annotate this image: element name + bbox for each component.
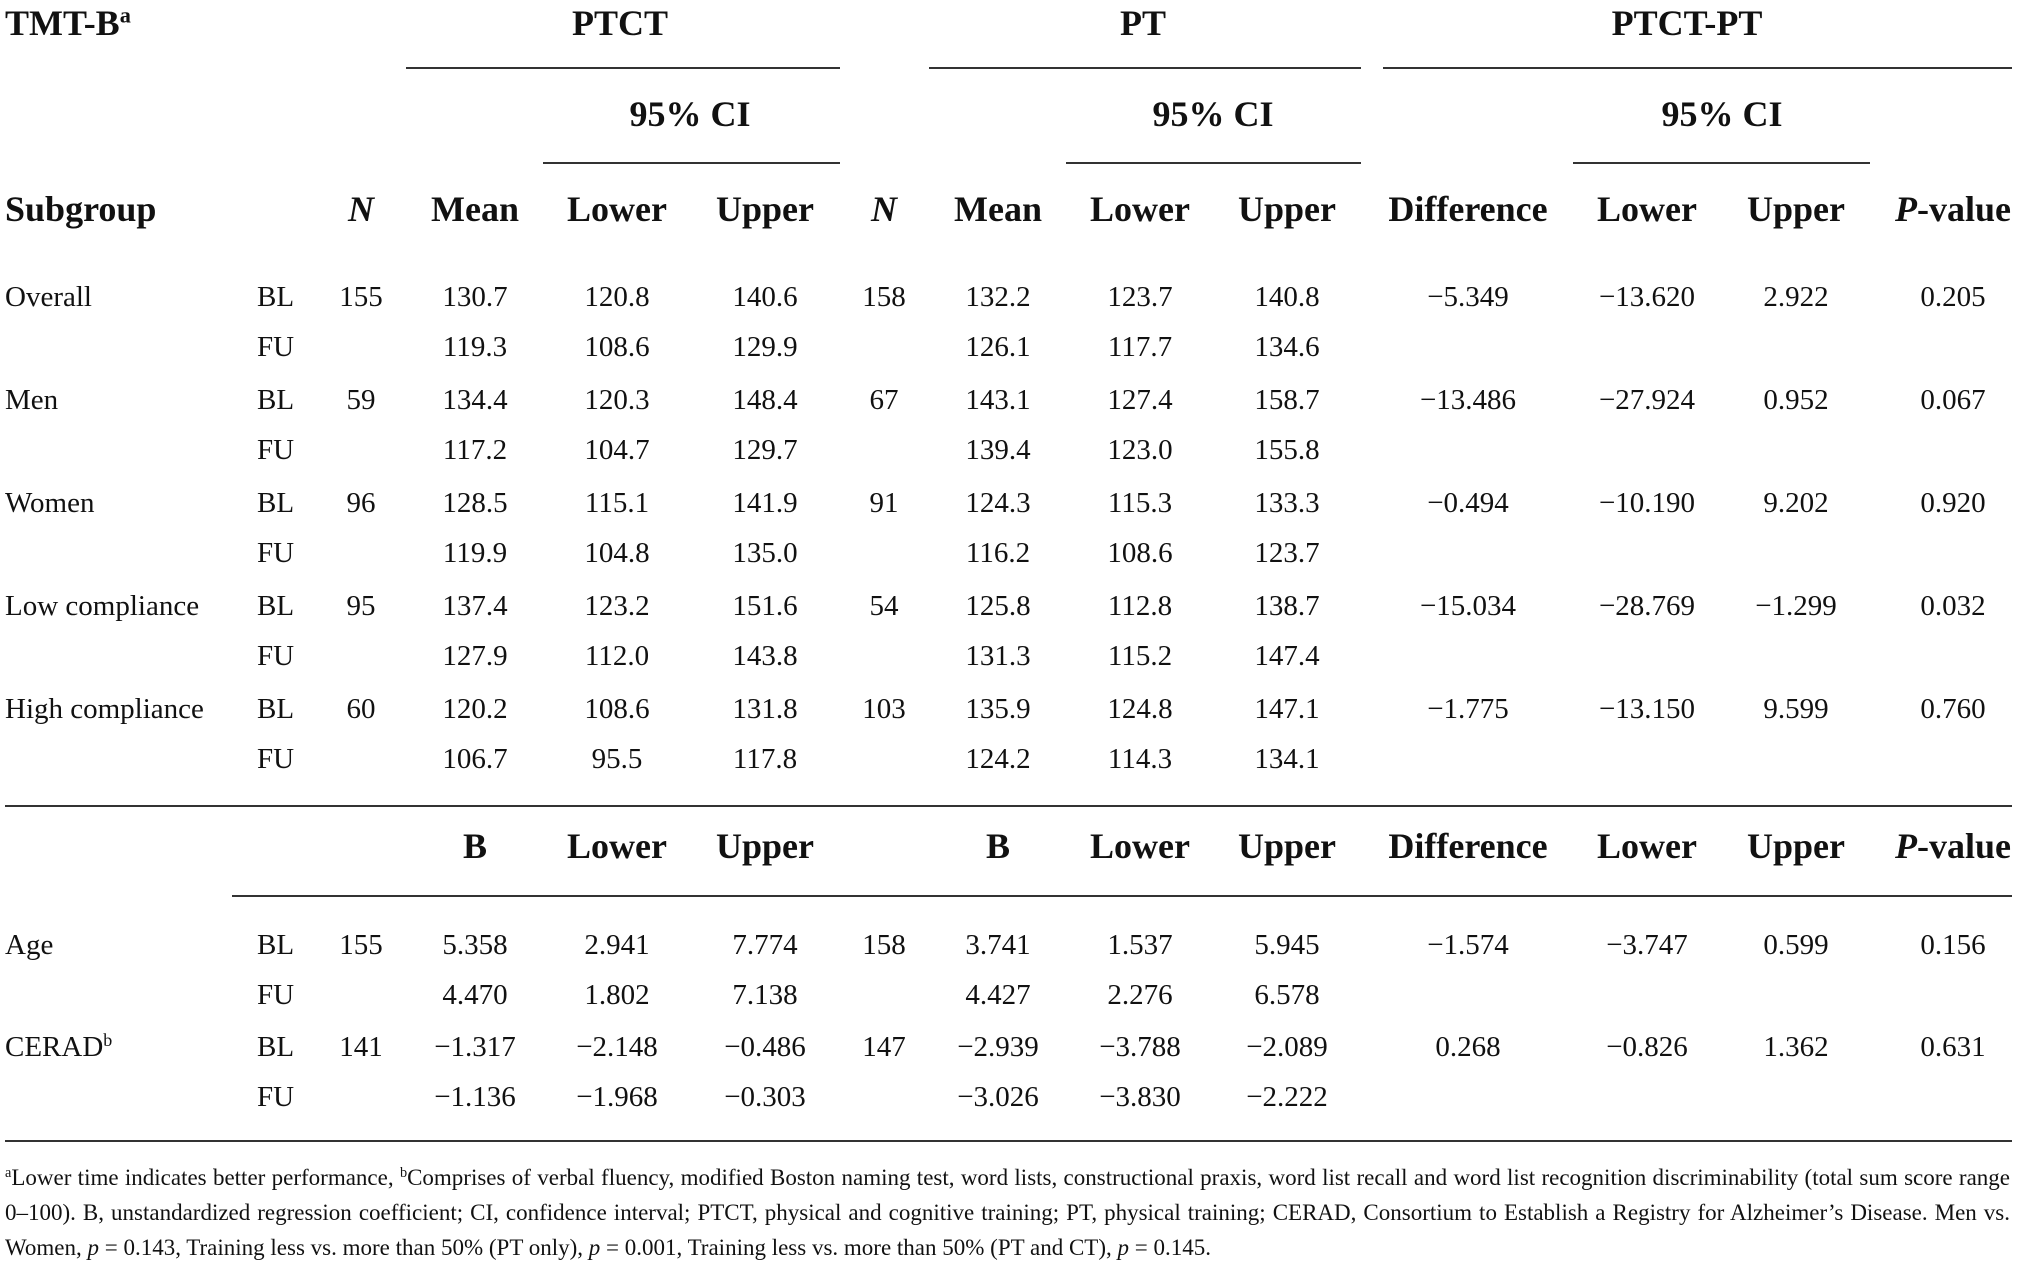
row-timepoint: FU	[257, 640, 295, 672]
cell-mean1: 117.2	[442, 434, 508, 466]
cell-up2: 6.578	[1254, 979, 1320, 1011]
header-mean-pt: Mean	[954, 189, 1042, 229]
cell-up1: 7.774	[732, 929, 798, 961]
header-subgroup: Subgroup	[5, 189, 157, 229]
cell-up1: 143.8	[732, 640, 798, 672]
cell-dup: 0.599	[1763, 929, 1829, 961]
cell-p: 0.920	[1920, 487, 1986, 519]
cell-dlow: −10.190	[1598, 487, 1696, 519]
rule-ci-pt	[1066, 162, 1361, 164]
cell-p: 0.032	[1920, 590, 1986, 622]
cell-p: 0.631	[1920, 1031, 1986, 1063]
cell-low1: −2.148	[576, 1031, 658, 1063]
header-lower-diff: Lower	[1597, 189, 1697, 229]
cell-mean2: −2.939	[957, 1031, 1039, 1063]
cell-mean1: 119.9	[442, 537, 508, 569]
cell-diff: −5.349	[1427, 281, 1509, 313]
cell-up2: 134.6	[1254, 331, 1320, 363]
cell-n2: 67	[869, 384, 899, 416]
cell-low1: 123.2	[584, 590, 650, 622]
cell-p: 0.205	[1920, 281, 1986, 313]
header-n-ptct: N	[348, 189, 374, 229]
cell-mean2: 135.9	[965, 693, 1031, 725]
row-timepoint: BL	[257, 590, 295, 622]
rule-regression-header	[232, 895, 2012, 897]
group-header-ptct: PTCT	[571, 3, 669, 43]
header2-lower-diff: Lower	[1597, 826, 1697, 866]
cell-diff: −1.574	[1427, 929, 1509, 961]
cell-up2: 133.3	[1254, 487, 1320, 519]
cell-mean2: 124.3	[965, 487, 1031, 519]
cell-n2: 91	[869, 487, 899, 519]
row-label: High compliance	[5, 693, 204, 725]
cell-dlow: −13.620	[1598, 281, 1696, 313]
cell-mean2: 124.2	[965, 743, 1031, 775]
cell-n1: 141	[339, 1031, 383, 1063]
group-header-pt: PT	[1119, 3, 1167, 43]
cell-diff: 0.268	[1435, 1031, 1501, 1063]
rule-ptct-pt	[1383, 67, 2012, 69]
cell-low1: 108.6	[584, 331, 650, 363]
cell-dup: −1.299	[1755, 590, 1837, 622]
cell-low2: 112.8	[1107, 590, 1173, 622]
cell-mean1: 130.7	[442, 281, 508, 313]
row-timepoint: BL	[257, 384, 295, 416]
ci-header-diff: 95% CI	[1661, 94, 1783, 134]
cell-low1: 108.6	[584, 693, 650, 725]
cell-mean1: 5.358	[442, 929, 508, 961]
header-b-ptct: B	[462, 826, 488, 866]
row-timepoint: BL	[257, 929, 295, 961]
cell-low1: 115.1	[584, 487, 650, 519]
cell-mean2: 126.1	[965, 331, 1031, 363]
cell-up1: 148.4	[732, 384, 798, 416]
cell-mean2: 139.4	[965, 434, 1031, 466]
cell-up2: 138.7	[1254, 590, 1320, 622]
cell-low2: 123.0	[1107, 434, 1173, 466]
cell-up2: 155.8	[1254, 434, 1320, 466]
cell-up2: 5.945	[1254, 929, 1320, 961]
cell-low1: 120.3	[584, 384, 650, 416]
section-divider	[5, 805, 2012, 807]
rule-ci-diff	[1573, 162, 1870, 164]
cell-p: 0.067	[1920, 384, 1986, 416]
cell-n2: 147	[862, 1031, 906, 1063]
cell-mean2: 125.8	[965, 590, 1031, 622]
ci-header-pt: 95% CI	[1152, 94, 1274, 134]
header2-upper-diff: Upper	[1747, 826, 1845, 866]
row-label: Overall	[5, 281, 92, 313]
row-timepoint: BL	[257, 1031, 295, 1063]
cell-up2: −2.089	[1246, 1031, 1328, 1063]
cell-n1: 59	[346, 384, 376, 416]
row-label: Age	[5, 929, 54, 961]
table-footnote: $^a$Lower time indicates better performance, $^b$Comprises of verbal fluency, modified Boston naming test, word lists, constructional praxis, word list recall and word list recognition discriminability (total sum score range 0–100). B, unstandardized regression coefficient; CI, confidence interval; PTCT, physical and cognitive training; PT, physical training; CERAD, Consortium to Establish a Registry for Alzheimer’s Disease. Men vs. Women, p = 0.143, Training less vs. more than 50% (PT only), p = 0.001, Training less vs. more than 50% (PT and CT), p = 0.145.	[5, 1165, 2010, 1260]
cell-mean1: 127.9	[442, 640, 508, 672]
cell-up1: 141.9	[732, 487, 798, 519]
cell-n2: 54	[869, 590, 899, 622]
cell-low2: 115.3	[1107, 487, 1173, 519]
cell-diff: −0.494	[1427, 487, 1509, 519]
cell-mean2: 116.2	[965, 537, 1031, 569]
cell-up2: 147.1	[1254, 693, 1320, 725]
cell-mean2: 132.2	[965, 281, 1031, 313]
cell-n2: 158	[862, 281, 906, 313]
cell-low1: 112.0	[584, 640, 650, 672]
row-timepoint: BL	[257, 487, 295, 519]
row-timepoint: BL	[257, 693, 295, 725]
cell-mean2: 131.3	[965, 640, 1031, 672]
cell-mean1: 134.4	[442, 384, 508, 416]
cell-up2: −2.222	[1246, 1081, 1328, 1113]
header-p-value: P-value	[1895, 189, 2011, 229]
cell-low2: 2.276	[1107, 979, 1173, 1011]
row-timepoint: FU	[257, 537, 295, 569]
cell-mean2: −3.026	[957, 1081, 1039, 1113]
cell-mean2: 4.427	[965, 979, 1031, 1011]
cell-n1: 155	[339, 281, 383, 313]
rule-ci-ptct	[543, 162, 840, 164]
cell-up1: 135.0	[732, 537, 798, 569]
cell-n1: 60	[346, 693, 376, 725]
cell-dup: 0.952	[1763, 384, 1829, 416]
header2-p-value: P-value	[1895, 826, 2011, 866]
header-upper-diff: Upper	[1747, 189, 1845, 229]
cell-dlow: −27.924	[1598, 384, 1696, 416]
cell-low2: 117.7	[1107, 331, 1173, 363]
header2-upper-ptct: Upper	[716, 826, 814, 866]
ci-header-ptct: 95% CI	[629, 94, 751, 134]
header-mean-ptct: Mean	[431, 189, 519, 229]
cell-n1: 96	[346, 487, 376, 519]
row-timepoint: FU	[257, 434, 295, 466]
cell-n2: 103	[862, 693, 906, 725]
cell-up2: 134.1	[1254, 743, 1320, 775]
row-timepoint: BL	[257, 281, 295, 313]
header-lower-ptct: Lower	[567, 189, 667, 229]
header2-lower-pt: Lower	[1090, 826, 1190, 866]
rule-ptct	[406, 67, 840, 69]
cell-p: 0.760	[1920, 693, 1986, 725]
cell-low2: 114.3	[1107, 743, 1173, 775]
group-header-ptct-pt: PTCT-PT	[1611, 3, 1763, 43]
row-timepoint: FU	[257, 979, 295, 1011]
cell-dup: 9.202	[1763, 487, 1829, 519]
cell-dlow: −28.769	[1598, 590, 1696, 622]
cell-mean2: 143.1	[965, 384, 1031, 416]
cell-dlow: −3.747	[1606, 929, 1688, 961]
row-timepoint: FU	[257, 1081, 295, 1113]
cell-low1: 104.7	[584, 434, 650, 466]
cell-low2: −3.830	[1099, 1081, 1181, 1113]
cell-low2: 123.7	[1107, 281, 1173, 313]
cell-low2: 1.537	[1107, 929, 1173, 961]
cell-mean1: 120.2	[442, 693, 508, 725]
cell-mean1: 4.470	[442, 979, 508, 1011]
cell-up1: 129.7	[732, 434, 798, 466]
table-corner-label: TMT-$B^a$	[5, 2, 131, 43]
cell-low1: 95.5	[591, 743, 643, 775]
cell-n2: 158	[862, 929, 906, 961]
cell-low2: −3.788	[1099, 1031, 1181, 1063]
cell-n1: 95	[346, 590, 376, 622]
cell-mean1: 119.3	[442, 331, 508, 363]
cell-up2: 147.4	[1254, 640, 1320, 672]
cell-mean1: 106.7	[442, 743, 508, 775]
header-difference: Difference	[1388, 189, 1548, 229]
cell-low1: −1.968	[576, 1081, 658, 1113]
cell-dlow: −0.826	[1606, 1031, 1688, 1063]
cell-up1: 7.138	[732, 979, 798, 1011]
cell-low2: 115.2	[1107, 640, 1173, 672]
header-lower-pt: Lower	[1090, 189, 1190, 229]
cell-up1: 151.6	[732, 590, 798, 622]
row-label: CERAD$^b$	[5, 1030, 113, 1063]
cell-dup: 1.362	[1763, 1031, 1829, 1063]
cell-low1: 104.8	[584, 537, 650, 569]
cell-diff: −1.775	[1427, 693, 1509, 725]
cell-low2: 127.4	[1107, 384, 1173, 416]
cell-up2: 123.7	[1254, 537, 1320, 569]
header-upper-ptct: Upper	[716, 189, 814, 229]
cell-mean1: 137.4	[442, 590, 508, 622]
cell-dlow: −13.150	[1598, 693, 1696, 725]
cell-up2: 140.8	[1254, 281, 1320, 313]
cell-up1: 117.8	[732, 743, 798, 775]
cell-low2: 108.6	[1107, 537, 1173, 569]
cell-low1: 1.802	[584, 979, 650, 1011]
cell-dup: 9.599	[1763, 693, 1829, 725]
row-label: Low compliance	[5, 590, 200, 622]
row-label: Women	[5, 487, 95, 519]
header2-lower-ptct: Lower	[567, 826, 667, 866]
cell-p: 0.156	[1920, 929, 1986, 961]
cell-n1: 155	[339, 929, 383, 961]
header-upper-pt: Upper	[1238, 189, 1336, 229]
cell-mean1: −1.317	[434, 1031, 516, 1063]
cell-low1: 2.941	[584, 929, 650, 961]
cell-up1: −0.486	[724, 1031, 806, 1063]
cell-diff: −15.034	[1419, 590, 1517, 622]
cell-mean2: 3.741	[965, 929, 1031, 961]
cell-up1: 131.8	[732, 693, 798, 725]
rule-pt	[929, 67, 1361, 69]
cell-mean1: −1.136	[434, 1081, 516, 1113]
cell-up2: 158.7	[1254, 384, 1320, 416]
header-n-pt: N	[871, 189, 897, 229]
cell-diff: −13.486	[1419, 384, 1517, 416]
header-b-pt: B	[985, 826, 1011, 866]
cell-up1: 129.9	[732, 331, 798, 363]
cell-low1: 120.8	[584, 281, 650, 313]
cell-low2: 124.8	[1107, 693, 1173, 725]
header2-difference: Difference	[1388, 826, 1548, 866]
cell-mean1: 128.5	[442, 487, 508, 519]
cell-up1: 140.6	[732, 281, 798, 313]
table-bottom-rule	[5, 1140, 2012, 1142]
cell-dup: 2.922	[1763, 281, 1829, 313]
row-timepoint: FU	[257, 743, 295, 775]
cell-up1: −0.303	[724, 1081, 806, 1113]
header2-upper-pt: Upper	[1238, 826, 1336, 866]
row-timepoint: FU	[257, 331, 295, 363]
row-label: Men	[5, 384, 59, 416]
